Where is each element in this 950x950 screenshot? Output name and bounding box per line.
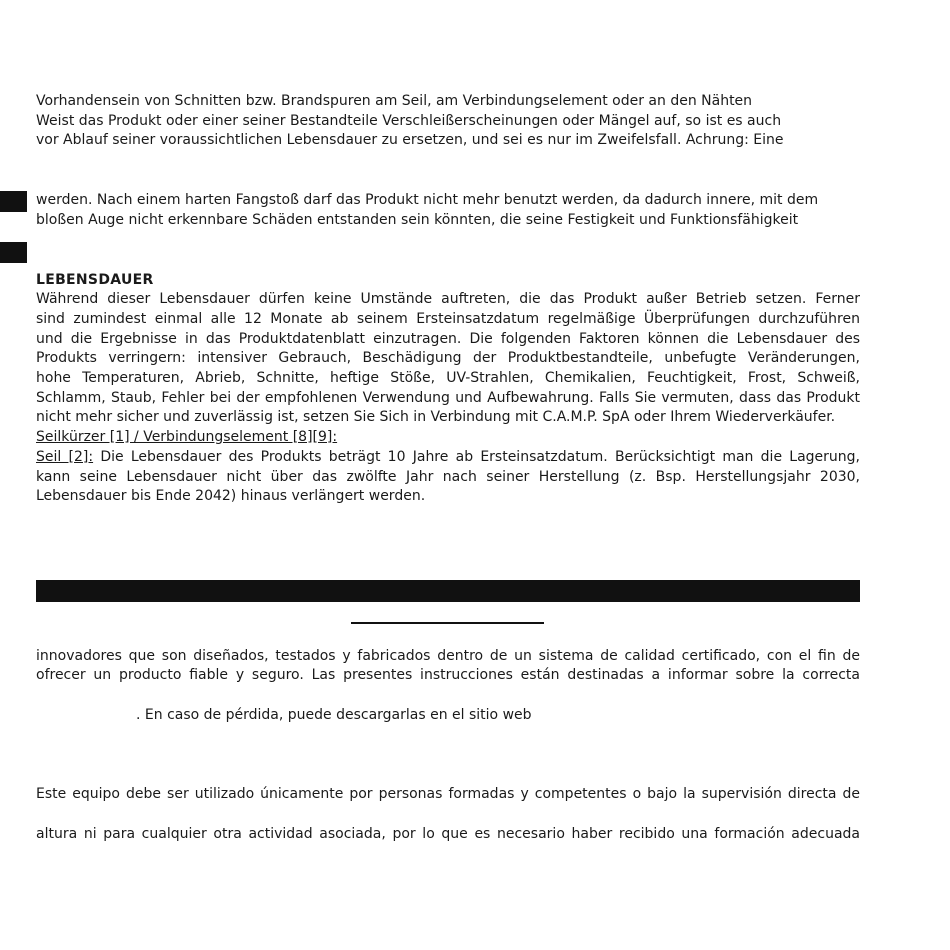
text-line [36, 448, 860, 468]
text-line: werden. Nach einem harten Fangstoß darf das Produkt nicht mehr benutzt werden, da dadurch innere, mit dem [36, 192, 819, 208]
text-line: bloßen Auge nicht erkennbare Schäden entstanden sein könnten, die seine Festigkeit und Funktionsfähigkeit [36, 212, 799, 228]
text-line: Schlamm, Staub, Fehler bei der empfohlenen Verwendung und Aufbewahrung. Falls Sie vermuten, dass das Produkt [36, 390, 860, 406]
text-line: altura ni para cualquier otra actividad asociada, por lo que es necesario haber recibido una formación adecuada [36, 826, 860, 842]
text-line: . En caso de pérdida, puede descargarlas en el sitio web [136, 707, 532, 723]
text-line: Vorhandensein von Schnitten bzw. Brandspuren am Seil, am Verbindungselement oder an den Nähten [36, 93, 753, 109]
margin-marker [0, 242, 27, 263]
text-line: ofrecer un producto fiable y seguro. Las presentes instrucciones están destinadas a informar sobre la correcta [36, 667, 860, 683]
text-line: Während dieser Lebensdauer dürfen keine Umstände auftreten, die das Produkt außer Betrieb setzen. Ferner [36, 291, 860, 307]
text-line: Este equipo debe ser utilizado únicamente por personas formadas y competentes o bajo la supervisión directa de [36, 786, 860, 802]
text-line: Produkts verringern: intensiver Gebrauch, Beschädigung der Produktbestandteile, unbefugte Veränderungen, [36, 350, 860, 366]
margin-marker [0, 191, 27, 212]
text-line: Weist das Produkt oder einer seiner Bestandteile Verschleißerscheinungen oder Mängel auf, so ist es auch [36, 113, 782, 129]
divider-rule [351, 622, 544, 624]
text-line: hohe Temperaturen, Abrieb, Schnitte, heftige Stöße, UV-Strahlen, Chemikalien, Feuchtigkeit, Frost, Schweiß, [36, 370, 860, 386]
seil-text: Die Lebensdauer des Produkts beträgt 10 Jahre ab Ersteinsatzdatum. Berücksichtigt man die Lagerung, [93, 449, 861, 465]
subheading-link: Seilkürzer [1] / Verbindungselement [8][9]: [36, 429, 338, 445]
text-line: und die Ergebnisse in das Produktdatenblatt einzutragen. Die folgenden Faktoren können die Lebensdauer des [36, 331, 860, 347]
text-line: nicht mehr sicher und zuverlässig ist, setzen Sie Sich in Verbindung mit C.A.M.P. SpA oder Ihrem Wiederverkäufer. [36, 409, 836, 425]
section-heading: LEBENSDAUER [36, 272, 154, 288]
text-line: Lebensdauer bis Ende 2042) hinaus verlängert werden. [36, 488, 426, 504]
section-bar [36, 580, 860, 602]
text-line: innovadores que son diseñados, testados y fabricados dentro de un sistema de calidad certificado, con el fin de [36, 648, 860, 664]
seil-label: Seil [2]: [36, 449, 94, 465]
text-line: sind zumindest einmal alle 12 Monate ab seinem Ersteinsatzdatum regelmäßige Überprüfungen durchzuführen [36, 311, 860, 327]
text-line: kann seine Lebensdauer nicht über das zwölfte Jahr nach seiner Herstellung (z. Bsp. Herstellungsjahr 2030, [36, 469, 860, 485]
text-line: vor Ablauf seiner voraussichtlichen Lebensdauer zu ersetzen, und sei es nur im Zweifelsfall. Achrung: Eine [36, 132, 784, 148]
